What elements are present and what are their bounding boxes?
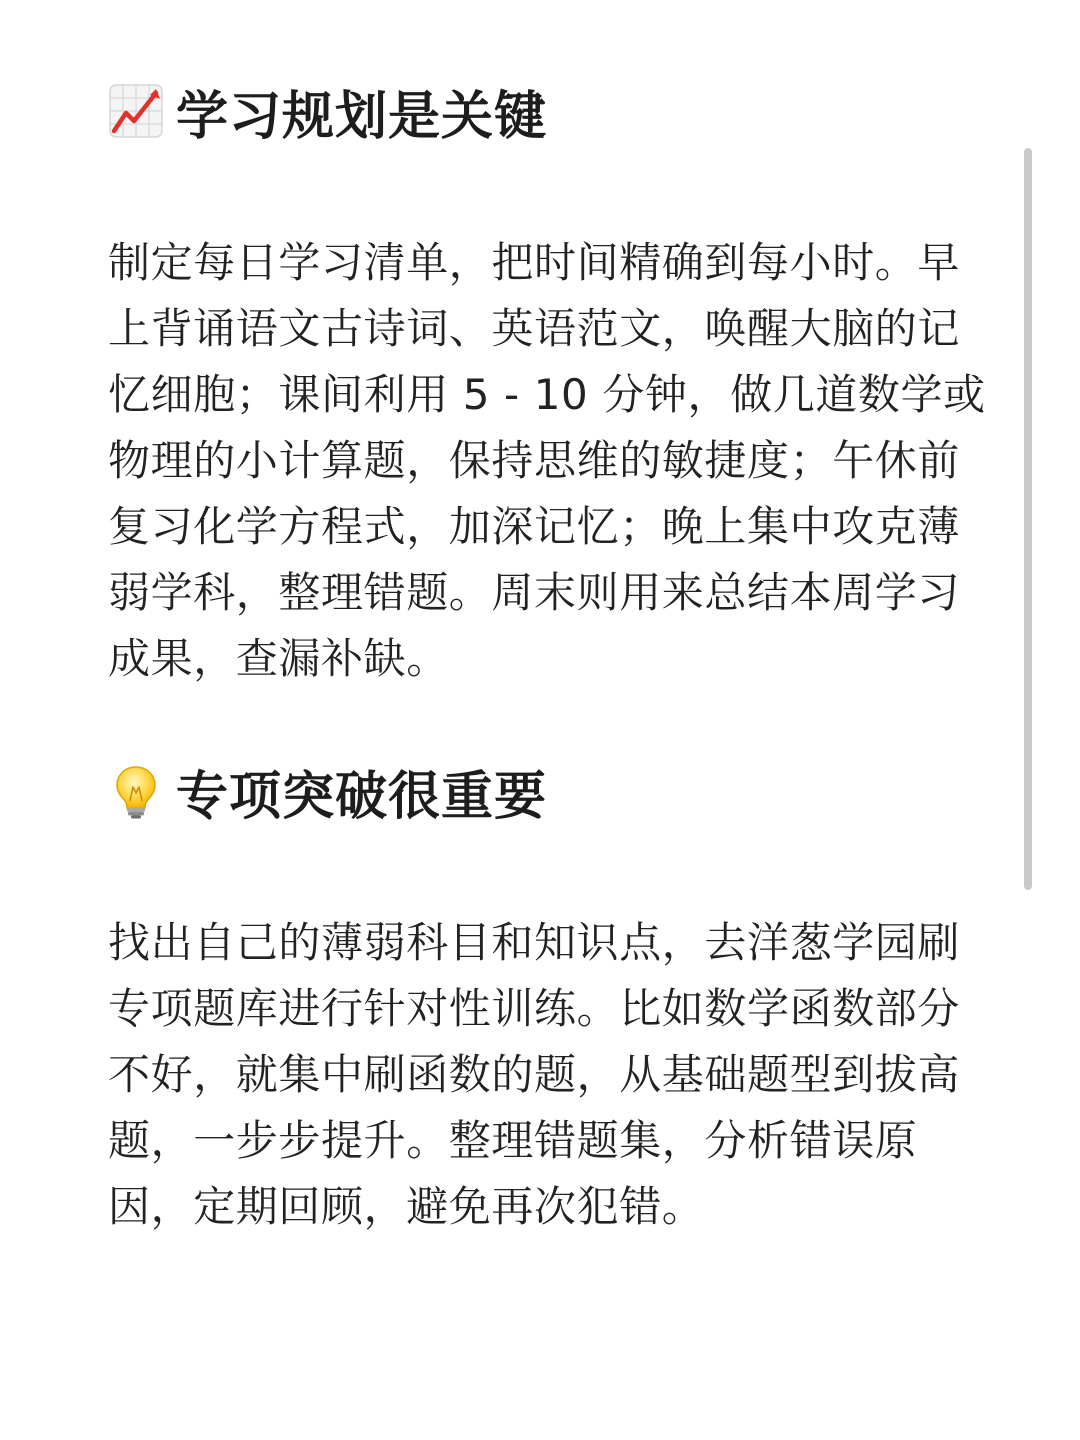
body-line: 弱学科，整理错题。周末则用来总结本周学习 bbox=[108, 568, 961, 617]
body-line: 上背诵语文古诗词、英语范文，唤醒大脑的记 bbox=[108, 304, 961, 353]
body-line: 题，一步步提升。整理错题集，分析错误原 bbox=[108, 1116, 918, 1165]
body-line: 因，定期回顾，避免再次犯错。 bbox=[108, 1182, 705, 1231]
section-title: 学习规划是关键 bbox=[176, 86, 548, 147]
chart-increasing-icon bbox=[108, 83, 164, 139]
body-line: 找出自己的薄弱科目和知识点，去洋葱学园刷 bbox=[108, 918, 961, 967]
body-line: 不好，就集中刷函数的题，从基础题型到拔高 bbox=[108, 1050, 961, 1099]
body-line: 忆细胞；课间利用 5 - 10 分钟，做几道数学或 bbox=[108, 370, 986, 419]
light-bulb-icon bbox=[108, 763, 164, 819]
body-line: 复习化学方程式，加深记忆；晚上集中攻克薄 bbox=[108, 502, 961, 551]
body-line: 制定每日学习清单，把时间精确到每小时。早 bbox=[108, 238, 961, 287]
section-heading-targeted-practice bbox=[108, 746, 547, 836]
section-body-targeted-practice bbox=[108, 910, 978, 1240]
vertical-scrollbar[interactable] bbox=[1024, 148, 1032, 890]
section-heading-study-plan bbox=[108, 66, 547, 156]
scrollbar-thumb[interactable] bbox=[1024, 148, 1032, 890]
body-line: 专项题库进行针对性训练。比如数学函数部分 bbox=[108, 984, 961, 1033]
body-line: 物理的小计算题，保持思维的敏捷度；午休前 bbox=[108, 436, 961, 485]
section-title: 专项突破很重要 bbox=[176, 766, 548, 827]
section-body-study-plan bbox=[108, 230, 986, 692]
body-line: 成果，查漏补缺。 bbox=[108, 634, 449, 683]
